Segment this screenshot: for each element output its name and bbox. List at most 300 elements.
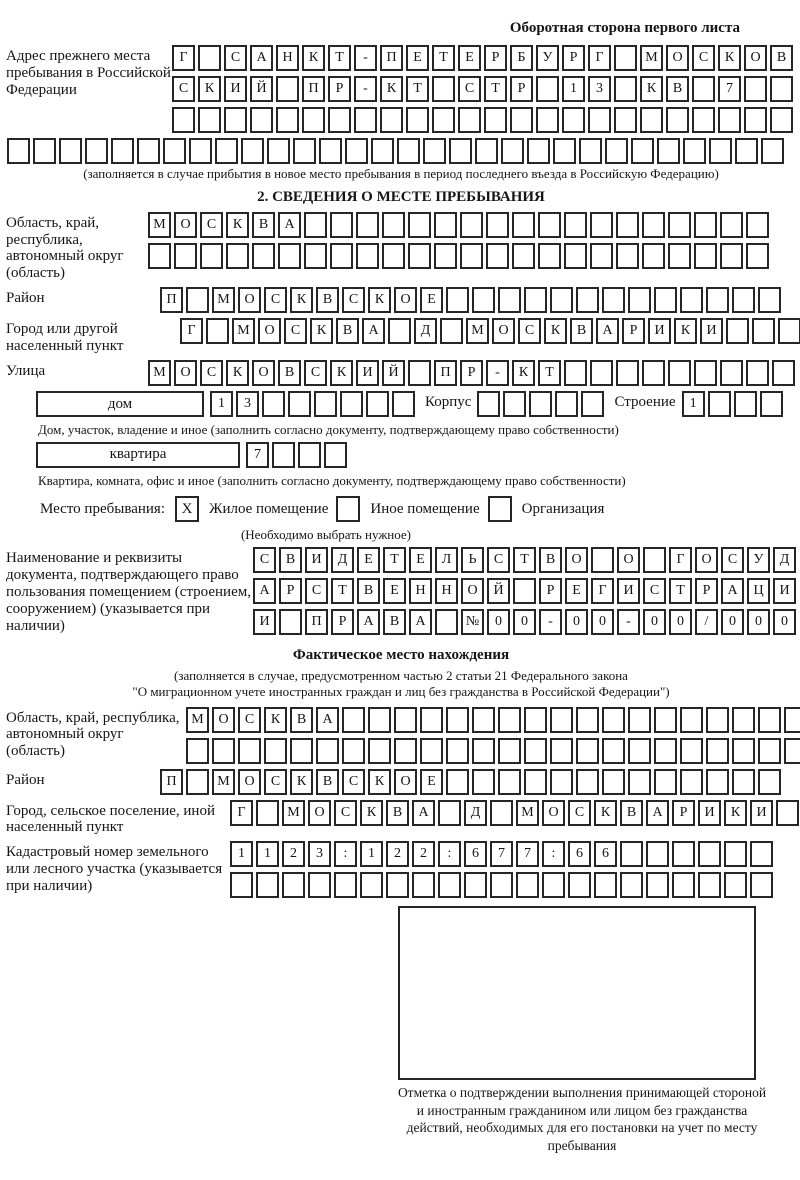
char-cell[interactable]: Й	[382, 360, 405, 386]
char-cell[interactable]: Р	[672, 800, 695, 826]
char-cell[interactable]: Д	[773, 547, 796, 573]
char-cell[interactable]: И	[750, 800, 773, 826]
char-cell[interactable]	[692, 76, 715, 102]
stay-type-checkbox-residential[interactable]: X	[175, 496, 199, 522]
char-cell[interactable]: К	[674, 318, 697, 344]
char-cell[interactable]	[198, 107, 221, 133]
char-cell[interactable]	[706, 738, 729, 764]
char-cell[interactable]: Р	[328, 76, 351, 102]
char-cell[interactable]: 0	[747, 609, 770, 635]
char-cell[interactable]: Р	[460, 360, 483, 386]
char-cell[interactable]	[486, 243, 509, 269]
char-cell[interactable]: И	[698, 800, 721, 826]
char-cell[interactable]: Т	[538, 360, 561, 386]
char-cell[interactable]	[616, 243, 639, 269]
char-cell[interactable]	[498, 287, 521, 313]
char-cell[interactable]	[512, 212, 535, 238]
char-cell[interactable]	[423, 138, 446, 164]
char-cell[interactable]: В	[383, 609, 406, 635]
char-cell[interactable]	[368, 738, 391, 764]
char-cell[interactable]: А	[596, 318, 619, 344]
char-cell[interactable]	[536, 107, 559, 133]
char-cell[interactable]: К	[640, 76, 663, 102]
char-cell[interactable]: Е	[357, 547, 380, 573]
char-cell[interactable]	[734, 391, 757, 417]
char-cell[interactable]	[746, 360, 769, 386]
char-cell[interactable]	[564, 212, 587, 238]
char-cell[interactable]	[620, 872, 643, 898]
char-cell[interactable]	[758, 738, 781, 764]
char-cell[interactable]	[512, 243, 535, 269]
char-cell[interactable]: В	[539, 547, 562, 573]
char-cell[interactable]: 7	[246, 442, 269, 468]
char-cell[interactable]: 6	[568, 841, 591, 867]
char-cell[interactable]: П	[305, 609, 328, 635]
char-cell[interactable]: 1	[210, 391, 233, 417]
char-cell[interactable]: -	[354, 76, 377, 102]
char-cell[interactable]: 0	[643, 609, 666, 635]
char-cell[interactable]	[529, 391, 552, 417]
char-cell[interactable]	[446, 287, 469, 313]
char-cell[interactable]: -	[539, 609, 562, 635]
char-cell[interactable]	[163, 138, 186, 164]
char-cell[interactable]	[564, 360, 587, 386]
char-cell[interactable]: И	[356, 360, 379, 386]
char-cell[interactable]: М	[640, 45, 663, 71]
char-cell[interactable]	[668, 360, 691, 386]
char-cell[interactable]: Е	[565, 578, 588, 604]
char-cell[interactable]	[576, 287, 599, 313]
char-cell[interactable]	[602, 287, 625, 313]
char-cell[interactable]	[642, 243, 665, 269]
char-cell[interactable]: 3	[236, 391, 259, 417]
char-cell[interactable]: О	[492, 318, 515, 344]
char-cell[interactable]	[477, 391, 500, 417]
char-cell[interactable]	[137, 138, 160, 164]
char-cell[interactable]: Г	[230, 800, 253, 826]
char-cell[interactable]	[7, 138, 30, 164]
char-cell[interactable]	[784, 707, 800, 733]
char-cell[interactable]: М	[282, 800, 305, 826]
char-cell[interactable]	[614, 76, 637, 102]
char-cell[interactable]: 6	[594, 841, 617, 867]
char-cell[interactable]	[472, 738, 495, 764]
char-cell[interactable]	[420, 707, 443, 733]
char-cell[interactable]: Е	[420, 769, 443, 795]
char-cell[interactable]: А	[316, 707, 339, 733]
char-cell[interactable]: 0	[721, 609, 744, 635]
char-cell[interactable]	[334, 872, 357, 898]
char-cell[interactable]	[720, 360, 743, 386]
char-cell[interactable]: Т	[513, 547, 536, 573]
char-cell[interactable]	[503, 391, 526, 417]
char-cell[interactable]: 0	[591, 609, 614, 635]
char-cell[interactable]	[206, 318, 229, 344]
char-cell[interactable]	[726, 318, 749, 344]
char-cell[interactable]: О	[565, 547, 588, 573]
char-cell[interactable]: П	[160, 769, 183, 795]
char-cell[interactable]	[776, 800, 799, 826]
char-cell[interactable]	[672, 872, 695, 898]
char-cell[interactable]	[397, 138, 420, 164]
char-cell[interactable]: В	[620, 800, 643, 826]
char-cell[interactable]	[267, 138, 290, 164]
char-cell[interactable]	[186, 738, 209, 764]
char-cell[interactable]	[657, 138, 680, 164]
char-cell[interactable]	[290, 738, 313, 764]
char-cell[interactable]: Е	[406, 45, 429, 71]
char-cell[interactable]: П	[160, 287, 183, 313]
char-cell[interactable]: А	[278, 212, 301, 238]
char-cell[interactable]	[770, 76, 793, 102]
char-cell[interactable]	[356, 243, 379, 269]
char-cell[interactable]: К	[264, 707, 287, 733]
char-cell[interactable]: О	[394, 769, 417, 795]
char-cell[interactable]: 2	[386, 841, 409, 867]
char-cell[interactable]: О	[174, 360, 197, 386]
char-cell[interactable]: К	[290, 769, 313, 795]
char-cell[interactable]	[272, 442, 295, 468]
char-cell[interactable]	[524, 769, 547, 795]
char-cell[interactable]	[590, 212, 613, 238]
char-cell[interactable]	[256, 872, 279, 898]
char-cell[interactable]	[680, 707, 703, 733]
char-cell[interactable]	[524, 738, 547, 764]
char-cell[interactable]	[732, 707, 755, 733]
char-cell[interactable]: 2	[282, 841, 305, 867]
char-cell[interactable]: О	[238, 287, 261, 313]
char-cell[interactable]	[555, 391, 578, 417]
char-cell[interactable]: П	[434, 360, 457, 386]
char-cell[interactable]	[642, 212, 665, 238]
char-cell[interactable]	[620, 841, 643, 867]
char-cell[interactable]: В	[336, 318, 359, 344]
char-cell[interactable]: -	[486, 360, 509, 386]
char-cell[interactable]: Г	[588, 45, 611, 71]
char-cell[interactable]	[709, 138, 732, 164]
char-cell[interactable]: Д	[464, 800, 487, 826]
char-cell[interactable]	[174, 243, 197, 269]
stay-type-checkbox-organization[interactable]	[488, 496, 512, 522]
char-cell[interactable]	[542, 872, 565, 898]
char-cell[interactable]	[588, 107, 611, 133]
char-cell[interactable]	[172, 107, 195, 133]
char-cell[interactable]	[666, 107, 689, 133]
char-cell[interactable]	[486, 212, 509, 238]
char-cell[interactable]	[579, 138, 602, 164]
char-cell[interactable]	[646, 872, 669, 898]
char-cell[interactable]	[345, 138, 368, 164]
char-cell[interactable]: Н	[409, 578, 432, 604]
char-cell[interactable]	[386, 872, 409, 898]
char-cell[interactable]	[735, 138, 758, 164]
char-cell[interactable]	[590, 243, 613, 269]
char-cell[interactable]	[464, 872, 487, 898]
char-cell[interactable]	[668, 212, 691, 238]
char-cell[interactable]	[408, 212, 431, 238]
char-cell[interactable]	[668, 243, 691, 269]
char-cell[interactable]	[680, 738, 703, 764]
char-cell[interactable]	[460, 212, 483, 238]
char-cell[interactable]: О	[252, 360, 275, 386]
char-cell[interactable]	[186, 287, 209, 313]
char-cell[interactable]	[746, 243, 769, 269]
char-cell[interactable]	[594, 872, 617, 898]
char-cell[interactable]: А	[646, 800, 669, 826]
char-cell[interactable]	[434, 212, 457, 238]
char-cell[interactable]	[33, 138, 56, 164]
char-cell[interactable]: 7	[490, 841, 513, 867]
char-cell[interactable]: 7	[516, 841, 539, 867]
char-cell[interactable]	[642, 360, 665, 386]
char-cell[interactable]	[446, 769, 469, 795]
char-cell[interactable]	[472, 769, 495, 795]
char-cell[interactable]	[432, 107, 455, 133]
char-cell[interactable]: :	[438, 841, 461, 867]
char-cell[interactable]: В	[278, 360, 301, 386]
char-cell[interactable]: 3	[308, 841, 331, 867]
char-cell[interactable]	[371, 138, 394, 164]
char-cell[interactable]	[744, 76, 767, 102]
char-cell[interactable]	[340, 391, 363, 417]
char-cell[interactable]: Р	[695, 578, 718, 604]
char-cell[interactable]	[536, 76, 559, 102]
char-cell[interactable]: К	[360, 800, 383, 826]
char-cell[interactable]: Р	[331, 609, 354, 635]
char-cell[interactable]	[342, 738, 365, 764]
char-cell[interactable]	[643, 547, 666, 573]
char-cell[interactable]: Й	[250, 76, 273, 102]
char-cell[interactable]: К	[544, 318, 567, 344]
char-cell[interactable]	[694, 360, 717, 386]
char-cell[interactable]: С	[518, 318, 541, 344]
char-cell[interactable]	[761, 138, 784, 164]
char-cell[interactable]: А	[250, 45, 273, 71]
char-cell[interactable]: Й	[487, 578, 510, 604]
char-cell[interactable]	[360, 872, 383, 898]
char-cell[interactable]: 3	[588, 76, 611, 102]
char-cell[interactable]	[654, 707, 677, 733]
char-cell[interactable]	[527, 138, 550, 164]
char-cell[interactable]: К	[718, 45, 741, 71]
char-cell[interactable]: 2	[412, 841, 435, 867]
char-cell[interactable]: С	[334, 800, 357, 826]
char-cell[interactable]: О	[258, 318, 281, 344]
char-cell[interactable]: О	[174, 212, 197, 238]
char-cell[interactable]: К	[226, 212, 249, 238]
char-cell[interactable]: С	[238, 707, 261, 733]
char-cell[interactable]	[438, 800, 461, 826]
char-cell[interactable]: Р	[622, 318, 645, 344]
char-cell[interactable]: Н	[276, 45, 299, 71]
char-cell[interactable]: Ц	[747, 578, 770, 604]
char-cell[interactable]	[752, 318, 775, 344]
char-cell[interactable]	[380, 107, 403, 133]
char-cell[interactable]	[746, 212, 769, 238]
char-cell[interactable]: В	[290, 707, 313, 733]
char-cell[interactable]	[438, 872, 461, 898]
char-cell[interactable]	[490, 800, 513, 826]
char-cell[interactable]: 1	[230, 841, 253, 867]
char-cell[interactable]	[698, 841, 721, 867]
char-cell[interactable]: С	[487, 547, 510, 573]
char-cell[interactable]	[366, 391, 389, 417]
char-cell[interactable]: Е	[458, 45, 481, 71]
char-cell[interactable]	[538, 212, 561, 238]
char-cell[interactable]: С	[304, 360, 327, 386]
char-cell[interactable]	[706, 769, 729, 795]
char-cell[interactable]	[516, 872, 539, 898]
char-cell[interactable]	[382, 243, 405, 269]
char-cell[interactable]: О	[617, 547, 640, 573]
char-cell[interactable]	[475, 138, 498, 164]
char-cell[interactable]: С	[224, 45, 247, 71]
char-cell[interactable]: У	[747, 547, 770, 573]
char-cell[interactable]: В	[316, 287, 339, 313]
char-cell[interactable]	[694, 243, 717, 269]
char-cell[interactable]: А	[253, 578, 276, 604]
char-cell[interactable]	[241, 138, 264, 164]
char-cell[interactable]: Г	[180, 318, 203, 344]
char-cell[interactable]	[732, 738, 755, 764]
char-cell[interactable]	[368, 707, 391, 733]
char-cell[interactable]	[288, 391, 311, 417]
char-cell[interactable]	[484, 107, 507, 133]
char-cell[interactable]: 0	[487, 609, 510, 635]
char-cell[interactable]	[724, 841, 747, 867]
char-cell[interactable]: С	[643, 578, 666, 604]
char-cell[interactable]: К	[226, 360, 249, 386]
char-cell[interactable]: Т	[432, 45, 455, 71]
char-cell[interactable]: Д	[331, 547, 354, 573]
char-cell[interactable]	[680, 769, 703, 795]
char-cell[interactable]: О	[461, 578, 484, 604]
char-cell[interactable]	[440, 318, 463, 344]
char-cell[interactable]: Е	[383, 578, 406, 604]
char-cell[interactable]	[276, 107, 299, 133]
char-cell[interactable]	[408, 243, 431, 269]
char-cell[interactable]: К	[290, 287, 313, 313]
char-cell[interactable]	[490, 872, 513, 898]
char-cell[interactable]: П	[302, 76, 325, 102]
char-cell[interactable]	[683, 138, 706, 164]
char-cell[interactable]	[238, 738, 261, 764]
char-cell[interactable]: К	[380, 76, 403, 102]
char-cell[interactable]: 0	[565, 609, 588, 635]
char-cell[interactable]	[550, 287, 573, 313]
char-cell[interactable]	[230, 872, 253, 898]
char-cell[interactable]: Л	[435, 547, 458, 573]
char-cell[interactable]: Ь	[461, 547, 484, 573]
char-cell[interactable]: Т	[328, 45, 351, 71]
char-cell[interactable]: :	[334, 841, 357, 867]
char-cell[interactable]	[744, 107, 767, 133]
char-cell[interactable]: О	[394, 287, 417, 313]
char-cell[interactable]	[772, 360, 795, 386]
char-cell[interactable]	[324, 442, 347, 468]
char-cell[interactable]	[628, 287, 651, 313]
char-cell[interactable]	[732, 769, 755, 795]
char-cell[interactable]	[316, 738, 339, 764]
char-cell[interactable]	[406, 107, 429, 133]
char-cell[interactable]	[720, 212, 743, 238]
char-cell[interactable]	[550, 707, 573, 733]
char-cell[interactable]: Т	[383, 547, 406, 573]
char-cell[interactable]: М	[466, 318, 489, 344]
char-cell[interactable]: О	[666, 45, 689, 71]
char-cell[interactable]	[330, 212, 353, 238]
char-cell[interactable]: О	[212, 707, 235, 733]
char-cell[interactable]	[778, 318, 800, 344]
char-cell[interactable]	[706, 287, 729, 313]
char-cell[interactable]	[758, 287, 781, 313]
char-cell[interactable]	[550, 769, 573, 795]
char-cell[interactable]: В	[316, 769, 339, 795]
char-cell[interactable]	[298, 442, 321, 468]
char-cell[interactable]	[282, 872, 305, 898]
char-cell[interactable]	[408, 360, 431, 386]
char-cell[interactable]: К	[594, 800, 617, 826]
char-cell[interactable]	[498, 738, 521, 764]
char-cell[interactable]	[628, 707, 651, 733]
char-cell[interactable]	[708, 391, 731, 417]
char-cell[interactable]: Д	[414, 318, 437, 344]
char-cell[interactable]	[472, 287, 495, 313]
char-cell[interactable]	[568, 872, 591, 898]
char-cell[interactable]: К	[330, 360, 353, 386]
char-cell[interactable]	[750, 841, 773, 867]
char-cell[interactable]: М	[148, 360, 171, 386]
char-cell[interactable]: Р	[562, 45, 585, 71]
char-cell[interactable]	[524, 287, 547, 313]
char-cell[interactable]	[420, 738, 443, 764]
char-cell[interactable]: К	[198, 76, 221, 102]
char-cell[interactable]: Н	[435, 578, 458, 604]
char-cell[interactable]	[256, 800, 279, 826]
char-cell[interactable]	[189, 138, 212, 164]
char-cell[interactable]	[85, 138, 108, 164]
char-cell[interactable]	[212, 738, 235, 764]
char-cell[interactable]: Е	[409, 547, 432, 573]
char-cell[interactable]: 0	[669, 609, 692, 635]
char-cell[interactable]	[446, 738, 469, 764]
char-cell[interactable]	[524, 707, 547, 733]
char-cell[interactable]	[449, 138, 472, 164]
char-cell[interactable]: С	[172, 76, 195, 102]
char-cell[interactable]: Т	[669, 578, 692, 604]
char-cell[interactable]: С	[305, 578, 328, 604]
char-cell[interactable]	[602, 738, 625, 764]
char-cell[interactable]: 6	[464, 841, 487, 867]
char-cell[interactable]	[750, 872, 773, 898]
char-cell[interactable]: К	[302, 45, 325, 71]
char-cell[interactable]: -	[617, 609, 640, 635]
char-cell[interactable]: Р	[539, 578, 562, 604]
char-cell[interactable]: В	[252, 212, 275, 238]
char-cell[interactable]: И	[253, 609, 276, 635]
char-cell[interactable]	[602, 707, 625, 733]
char-cell[interactable]: С	[692, 45, 715, 71]
char-cell[interactable]	[605, 138, 628, 164]
char-cell[interactable]: Р	[484, 45, 507, 71]
char-cell[interactable]: К	[368, 769, 391, 795]
char-cell[interactable]	[672, 841, 695, 867]
char-cell[interactable]	[654, 287, 677, 313]
char-cell[interactable]: К	[310, 318, 333, 344]
char-cell[interactable]	[432, 76, 455, 102]
char-cell[interactable]: Р	[279, 578, 302, 604]
char-cell[interactable]: Т	[406, 76, 429, 102]
